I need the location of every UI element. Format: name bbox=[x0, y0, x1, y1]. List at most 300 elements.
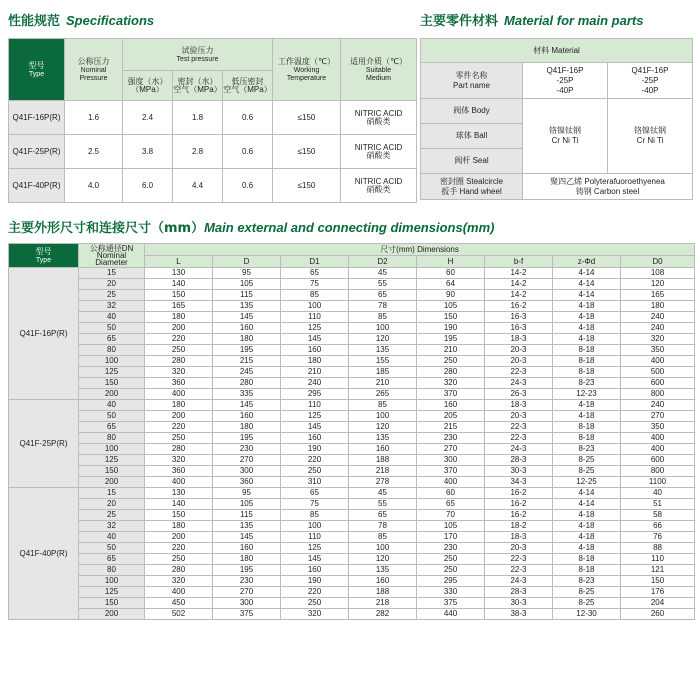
dim-cell: 188 bbox=[349, 455, 417, 466]
dim-dn: 100 bbox=[79, 356, 145, 367]
dim-cell: 28-3 bbox=[485, 587, 553, 598]
dimensions-title bbox=[8, 220, 494, 236]
dim-cell: 66 bbox=[621, 521, 695, 532]
dim-cell: 30-3 bbox=[485, 466, 553, 477]
spec-cell: 4.0 bbox=[65, 169, 123, 203]
dim-cell: 160 bbox=[417, 400, 485, 411]
table-row bbox=[9, 532, 695, 543]
spec-row bbox=[9, 169, 417, 203]
dim-cell: 280 bbox=[145, 356, 213, 367]
dim-cell: 22-3 bbox=[485, 433, 553, 444]
table-row bbox=[9, 477, 695, 488]
dim-dn: 20 bbox=[79, 499, 145, 510]
dim-cell: 8-18 bbox=[553, 433, 621, 444]
dim-cell: 360 bbox=[145, 466, 213, 477]
dim-dn: 200 bbox=[79, 609, 145, 620]
dim-cell: 310 bbox=[281, 477, 349, 488]
dim-cell: 440 bbox=[417, 609, 485, 620]
dim-cell: 300 bbox=[417, 455, 485, 466]
dim-cell: 280 bbox=[145, 444, 213, 455]
dim-cell: 135 bbox=[213, 301, 281, 312]
dim-cell: 12-30 bbox=[553, 609, 621, 620]
dim-cell: 240 bbox=[621, 312, 695, 323]
dim-dn: 50 bbox=[79, 411, 145, 422]
dim-cell: 265 bbox=[349, 389, 417, 400]
dim-cell: 8-25 bbox=[553, 598, 621, 609]
dim-cell: 26-3 bbox=[485, 389, 553, 400]
dim-cell: 280 bbox=[213, 378, 281, 389]
table-row bbox=[9, 554, 695, 565]
dim-cell: 220 bbox=[145, 422, 213, 433]
dimensions-title-cn: 主要外形尺寸和连接尺寸（mm） bbox=[8, 221, 205, 236]
dim-cell: 8-23 bbox=[553, 444, 621, 455]
table-row bbox=[9, 455, 695, 466]
dim-dn: 25 bbox=[79, 290, 145, 301]
material-title bbox=[420, 13, 643, 29]
dim-cell: 16-2 bbox=[485, 499, 553, 510]
dim-cell: 295 bbox=[417, 576, 485, 587]
table-row bbox=[9, 290, 695, 301]
spec-model: Q41F-40P(R) bbox=[9, 169, 65, 203]
dim-dn: 80 bbox=[79, 565, 145, 576]
dim-cell: 20-3 bbox=[485, 356, 553, 367]
spec-cell: 3.8 bbox=[123, 135, 173, 169]
dim-cell: 160 bbox=[349, 444, 417, 455]
table-row bbox=[9, 411, 695, 422]
dim-cell: 22-3 bbox=[485, 367, 553, 378]
spec-cell: 2.4 bbox=[123, 101, 173, 135]
dim-cell: 300 bbox=[213, 598, 281, 609]
dim-cell: 600 bbox=[621, 455, 695, 466]
table-row bbox=[9, 488, 695, 499]
dim-dn: 200 bbox=[79, 477, 145, 488]
dim-cell: 800 bbox=[621, 466, 695, 477]
dim-col-header: b-f bbox=[485, 256, 553, 268]
dim-cell: 4-18 bbox=[553, 323, 621, 334]
dim-cell: 270 bbox=[417, 444, 485, 455]
spec-model: Q41F-16P(R) bbox=[9, 101, 65, 135]
dim-cell: 450 bbox=[145, 598, 213, 609]
dim-cell: 45 bbox=[349, 488, 417, 499]
dim-col-header: D1 bbox=[281, 256, 349, 268]
dim-cell: 240 bbox=[621, 400, 695, 411]
dim-dn: 40 bbox=[79, 312, 145, 323]
table-row bbox=[9, 367, 695, 378]
dim-cell: 8-18 bbox=[553, 422, 621, 433]
dim-cell: 210 bbox=[281, 367, 349, 378]
dim-cell: 250 bbox=[145, 554, 213, 565]
dim-cell: 170 bbox=[417, 532, 485, 543]
dim-dn: 65 bbox=[79, 334, 145, 345]
dim-cell: 160 bbox=[281, 433, 349, 444]
dim-cell: 220 bbox=[145, 334, 213, 345]
dim-cell: 140 bbox=[145, 279, 213, 290]
dim-cell: 110 bbox=[281, 312, 349, 323]
dim-dn: 80 bbox=[79, 433, 145, 444]
spec-cell: ≤150 bbox=[273, 135, 341, 169]
dim-cell: 280 bbox=[145, 565, 213, 576]
table-row bbox=[9, 268, 695, 279]
dim-dn-header: 公称通径DN Nominal Diameter bbox=[79, 244, 145, 268]
dim-cell: 190 bbox=[417, 323, 485, 334]
dim-cell: 110 bbox=[281, 400, 349, 411]
dim-cell: 130 bbox=[145, 268, 213, 279]
dim-cell: 180 bbox=[145, 400, 213, 411]
spec-model: Q41F-25P(R) bbox=[9, 135, 65, 169]
material-title-cn: 主要零件材料 bbox=[420, 14, 499, 29]
dim-dn: 40 bbox=[79, 400, 145, 411]
dim-cell: 230 bbox=[213, 576, 281, 587]
dim-cell: 12-25 bbox=[553, 477, 621, 488]
dim-cell: 60 bbox=[417, 268, 485, 279]
dim-cell: 195 bbox=[213, 433, 281, 444]
dim-cell: 18-3 bbox=[485, 334, 553, 345]
dim-cell: 218 bbox=[349, 598, 417, 609]
dim-cell: 320 bbox=[145, 367, 213, 378]
spec-row bbox=[9, 135, 417, 169]
dim-col-header: H bbox=[417, 256, 485, 268]
dim-cell: 58 bbox=[621, 510, 695, 521]
dim-dn: 200 bbox=[79, 389, 145, 400]
dim-cell: 85 bbox=[349, 312, 417, 323]
dim-cell: 8-18 bbox=[553, 565, 621, 576]
dim-cell: 16-2 bbox=[485, 510, 553, 521]
dim-cell: 180 bbox=[145, 521, 213, 532]
dim-cell: 14-2 bbox=[485, 290, 553, 301]
dim-cell: 65 bbox=[349, 510, 417, 521]
dim-cell: 250 bbox=[145, 433, 213, 444]
dim-cell: 335 bbox=[213, 389, 281, 400]
dim-cell: 240 bbox=[281, 378, 349, 389]
dim-model: Q41F-16P(R) bbox=[9, 268, 79, 400]
dim-cell: 16-2 bbox=[485, 301, 553, 312]
dim-cell: 8-25 bbox=[553, 455, 621, 466]
spec-test-pressure-header: 试验压力 Test pressure bbox=[123, 39, 273, 71]
dim-dn: 20 bbox=[79, 279, 145, 290]
dim-cell: 4-14 bbox=[553, 499, 621, 510]
dim-cell: 600 bbox=[621, 378, 695, 389]
dim-cell: 125 bbox=[281, 323, 349, 334]
dim-cell: 230 bbox=[417, 543, 485, 554]
dim-cell: 270 bbox=[213, 587, 281, 598]
spec-cell: 6.0 bbox=[123, 169, 173, 203]
dim-model: Q41F-25P(R) bbox=[9, 400, 79, 488]
dim-cell: 145 bbox=[281, 554, 349, 565]
dim-cell: 20-3 bbox=[485, 543, 553, 554]
dim-cell: 145 bbox=[281, 422, 349, 433]
table-row bbox=[9, 499, 695, 510]
dim-cell: 100 bbox=[349, 411, 417, 422]
dim-cell: 55 bbox=[349, 279, 417, 290]
dim-cell: 85 bbox=[349, 400, 417, 411]
dim-cell: 370 bbox=[417, 466, 485, 477]
dim-cell: 155 bbox=[349, 356, 417, 367]
dim-cell: 250 bbox=[417, 565, 485, 576]
dim-cell: 34-3 bbox=[485, 477, 553, 488]
dim-cell: 230 bbox=[417, 433, 485, 444]
dim-cell: 4-18 bbox=[553, 400, 621, 411]
dim-cell: 12-23 bbox=[553, 389, 621, 400]
dim-cell: 250 bbox=[281, 598, 349, 609]
dim-cell: 150 bbox=[621, 576, 695, 587]
dim-dn: 150 bbox=[79, 598, 145, 609]
dim-cell: 14-2 bbox=[485, 279, 553, 290]
dim-cell: 370 bbox=[417, 389, 485, 400]
dim-cell: 160 bbox=[281, 345, 349, 356]
dim-cell: 70 bbox=[417, 510, 485, 521]
table-row bbox=[9, 323, 695, 334]
dim-cell: 4-14 bbox=[553, 488, 621, 499]
dim-cell: 400 bbox=[621, 433, 695, 444]
dim-cell: 210 bbox=[349, 378, 417, 389]
dim-dimensions-header: 尺寸(mm) Dimensions bbox=[145, 244, 695, 256]
dim-cell: 4-14 bbox=[553, 268, 621, 279]
dim-cell: 400 bbox=[621, 444, 695, 455]
dim-dn: 32 bbox=[79, 521, 145, 532]
part-stem: 阀杆 Seal bbox=[421, 149, 523, 174]
dim-dn: 25 bbox=[79, 510, 145, 521]
dim-dn: 125 bbox=[79, 367, 145, 378]
part-ball: 球体 Ball bbox=[421, 124, 523, 149]
dim-cell: 4-18 bbox=[553, 532, 621, 543]
dim-cell: 135 bbox=[349, 345, 417, 356]
dim-cell: 204 bbox=[621, 598, 695, 609]
table-row bbox=[9, 510, 695, 521]
dim-dn: 50 bbox=[79, 543, 145, 554]
dim-cell: 8-18 bbox=[553, 345, 621, 356]
dim-cell: 64 bbox=[417, 279, 485, 290]
dim-cell: 60 bbox=[417, 488, 485, 499]
spec-seal-header: 密封（水） 空气（MPa） bbox=[173, 71, 223, 101]
dim-cell: 115 bbox=[213, 510, 281, 521]
dim-cell: 110 bbox=[621, 554, 695, 565]
dim-cell: 88 bbox=[621, 543, 695, 554]
dim-cell: 4-18 bbox=[553, 543, 621, 554]
spec-lowpressure-header: 低压密封 空气（MPa） bbox=[223, 71, 273, 101]
table-row bbox=[9, 466, 695, 477]
table-row bbox=[9, 576, 695, 587]
dim-cell: 195 bbox=[213, 345, 281, 356]
dim-cell: 120 bbox=[349, 554, 417, 565]
dim-cell: 200 bbox=[145, 411, 213, 422]
spec-title-en: Specifications bbox=[66, 13, 155, 28]
table-row bbox=[9, 422, 695, 433]
dim-cell: 16-2 bbox=[485, 488, 553, 499]
dim-cell: 180 bbox=[621, 301, 695, 312]
dim-cell: 220 bbox=[281, 587, 349, 598]
dim-cell: 16-3 bbox=[485, 323, 553, 334]
dim-cell: 300 bbox=[213, 466, 281, 477]
dim-dn: 150 bbox=[79, 466, 145, 477]
spec-cell: 0.6 bbox=[223, 169, 273, 203]
dim-cell: 4-14 bbox=[553, 279, 621, 290]
spec-cell: 2.8 bbox=[173, 135, 223, 169]
dim-cell: 55 bbox=[349, 499, 417, 510]
spec-type-header: 型号 Type bbox=[9, 39, 65, 101]
dim-cell: 18-3 bbox=[485, 532, 553, 543]
dim-cell: 65 bbox=[417, 499, 485, 510]
dim-cell: 140 bbox=[145, 499, 213, 510]
dim-cell: 400 bbox=[417, 477, 485, 488]
spec-cell: 4.4 bbox=[173, 169, 223, 203]
dim-cell: 145 bbox=[213, 532, 281, 543]
dim-cell: 18-3 bbox=[485, 400, 553, 411]
table-row bbox=[9, 378, 695, 389]
spec-title bbox=[8, 13, 154, 29]
dim-cell: 200 bbox=[145, 532, 213, 543]
table-row bbox=[9, 444, 695, 455]
spec-medium: NITRIC ACID 硝酸类 bbox=[341, 101, 417, 135]
dim-cell: 502 bbox=[145, 609, 213, 620]
dim-cell: 500 bbox=[621, 367, 695, 378]
dim-dn: 150 bbox=[79, 378, 145, 389]
dim-cell: 120 bbox=[349, 422, 417, 433]
dim-cell: 150 bbox=[145, 510, 213, 521]
dimensions-table bbox=[8, 243, 695, 620]
dim-cell: 75 bbox=[281, 499, 349, 510]
dim-cell: 145 bbox=[281, 334, 349, 345]
dim-cell: 4-18 bbox=[553, 334, 621, 345]
dim-cell: 190 bbox=[281, 444, 349, 455]
dim-cell: 165 bbox=[621, 290, 695, 301]
dim-cell: 360 bbox=[145, 378, 213, 389]
dim-dn: 15 bbox=[79, 268, 145, 279]
dim-cell: 160 bbox=[213, 323, 281, 334]
dim-dn: 32 bbox=[79, 301, 145, 312]
table-row bbox=[9, 301, 695, 312]
dim-cell: 330 bbox=[417, 587, 485, 598]
dim-cell: 65 bbox=[281, 268, 349, 279]
dim-cell: 260 bbox=[621, 609, 695, 620]
dim-cell: 125 bbox=[281, 411, 349, 422]
dim-cell: 350 bbox=[621, 345, 695, 356]
material-col-1: Q41F-16P -25P -40P bbox=[523, 63, 608, 99]
dim-cell: 145 bbox=[213, 312, 281, 323]
table-row bbox=[9, 543, 695, 554]
dim-cell: 51 bbox=[621, 499, 695, 510]
dim-dn: 40 bbox=[79, 532, 145, 543]
dim-cell: 180 bbox=[145, 312, 213, 323]
table-row bbox=[9, 400, 695, 411]
dim-cell: 195 bbox=[417, 334, 485, 345]
dim-cell: 100 bbox=[349, 543, 417, 554]
dim-cell: 14-2 bbox=[485, 268, 553, 279]
dim-cell: 22-3 bbox=[485, 565, 553, 576]
spec-medium: NITRIC ACID 硝酸类 bbox=[341, 169, 417, 203]
dim-cell: 105 bbox=[417, 521, 485, 532]
dim-cell: 125 bbox=[281, 543, 349, 554]
table-row bbox=[9, 334, 695, 345]
table-row bbox=[9, 356, 695, 367]
dim-cell: 105 bbox=[417, 301, 485, 312]
dim-cell: 400 bbox=[621, 356, 695, 367]
dim-cell: 282 bbox=[349, 609, 417, 620]
material-crniti-1: 铬镍钛钢 Cr Ni Ti bbox=[523, 99, 608, 174]
dim-cell: 160 bbox=[281, 565, 349, 576]
dim-cell: 105 bbox=[213, 279, 281, 290]
dim-cell: 188 bbox=[349, 587, 417, 598]
dim-cell: 278 bbox=[349, 477, 417, 488]
dim-cell: 250 bbox=[281, 466, 349, 477]
spec-medium-header: 适用介质（℃） Suitable Medium bbox=[341, 39, 417, 101]
dim-cell: 270 bbox=[621, 411, 695, 422]
material-title-en: Material for main parts bbox=[504, 13, 644, 28]
dim-cell: 135 bbox=[349, 433, 417, 444]
specifications-table bbox=[8, 38, 417, 203]
dim-cell: 8-25 bbox=[553, 587, 621, 598]
dim-cell: 85 bbox=[281, 290, 349, 301]
dim-cell: 100 bbox=[281, 301, 349, 312]
spec-strength-header: 强度（水） （MPa） bbox=[123, 71, 173, 101]
dim-cell: 800 bbox=[621, 389, 695, 400]
dim-cell: 100 bbox=[281, 521, 349, 532]
dim-cell: 270 bbox=[213, 455, 281, 466]
dim-cell: 16-3 bbox=[485, 312, 553, 323]
dim-cell: 195 bbox=[213, 565, 281, 576]
dim-cell: 24-3 bbox=[485, 378, 553, 389]
dim-cell: 4-18 bbox=[553, 301, 621, 312]
part-seal-handwheel: 密封圈 Stealcircle 扳手 Hand wheel bbox=[421, 174, 523, 200]
dim-dn: 50 bbox=[79, 323, 145, 334]
spec-medium: NITRIC ACID 硝酸类 bbox=[341, 135, 417, 169]
dim-cell: 180 bbox=[281, 356, 349, 367]
dim-dn: 100 bbox=[79, 576, 145, 587]
dim-cell: 320 bbox=[621, 334, 695, 345]
spec-cell: 0.6 bbox=[223, 135, 273, 169]
spec-cell: ≤150 bbox=[273, 169, 341, 203]
table-row bbox=[9, 312, 695, 323]
table-row bbox=[9, 598, 695, 609]
dim-dn: 15 bbox=[79, 488, 145, 499]
dim-cell: 108 bbox=[621, 268, 695, 279]
dim-cell: 250 bbox=[417, 356, 485, 367]
spec-cell: 1.8 bbox=[173, 101, 223, 135]
table-row bbox=[9, 433, 695, 444]
dim-cell: 190 bbox=[281, 576, 349, 587]
dim-cell: 250 bbox=[417, 554, 485, 565]
dim-cell: 100 bbox=[349, 323, 417, 334]
dim-cell: 185 bbox=[349, 367, 417, 378]
table-row bbox=[9, 565, 695, 576]
dim-cell: 240 bbox=[621, 323, 695, 334]
dim-cell: 135 bbox=[213, 521, 281, 532]
dim-cell: 245 bbox=[213, 367, 281, 378]
material-col-2: Q41F-16P -25P -40P bbox=[608, 63, 693, 99]
dim-cell: 78 bbox=[349, 301, 417, 312]
material-seal-handwheel: 聚四乙烯 Polyterafuoroethyenea 铸钢 Carbon steel bbox=[523, 174, 693, 200]
dim-cell: 165 bbox=[145, 301, 213, 312]
dim-cell: 30-3 bbox=[485, 598, 553, 609]
dim-cell: 75 bbox=[281, 279, 349, 290]
dim-cell: 24-3 bbox=[485, 444, 553, 455]
dim-dn: 65 bbox=[79, 422, 145, 433]
dim-cell: 24-3 bbox=[485, 576, 553, 587]
dim-dn: 100 bbox=[79, 444, 145, 455]
dim-cell: 8-18 bbox=[553, 554, 621, 565]
dim-cell: 110 bbox=[281, 532, 349, 543]
dim-cell: 65 bbox=[281, 488, 349, 499]
dim-cell: 400 bbox=[145, 587, 213, 598]
dim-cell: 8-23 bbox=[553, 378, 621, 389]
dim-cell: 215 bbox=[213, 356, 281, 367]
dim-cell: 218 bbox=[349, 466, 417, 477]
dim-cell: 95 bbox=[213, 268, 281, 279]
dim-cell: 4-18 bbox=[553, 521, 621, 532]
dim-cell: 280 bbox=[417, 367, 485, 378]
dim-cell: 350 bbox=[621, 422, 695, 433]
dim-cell: 20-3 bbox=[485, 345, 553, 356]
dim-cell: 120 bbox=[621, 279, 695, 290]
